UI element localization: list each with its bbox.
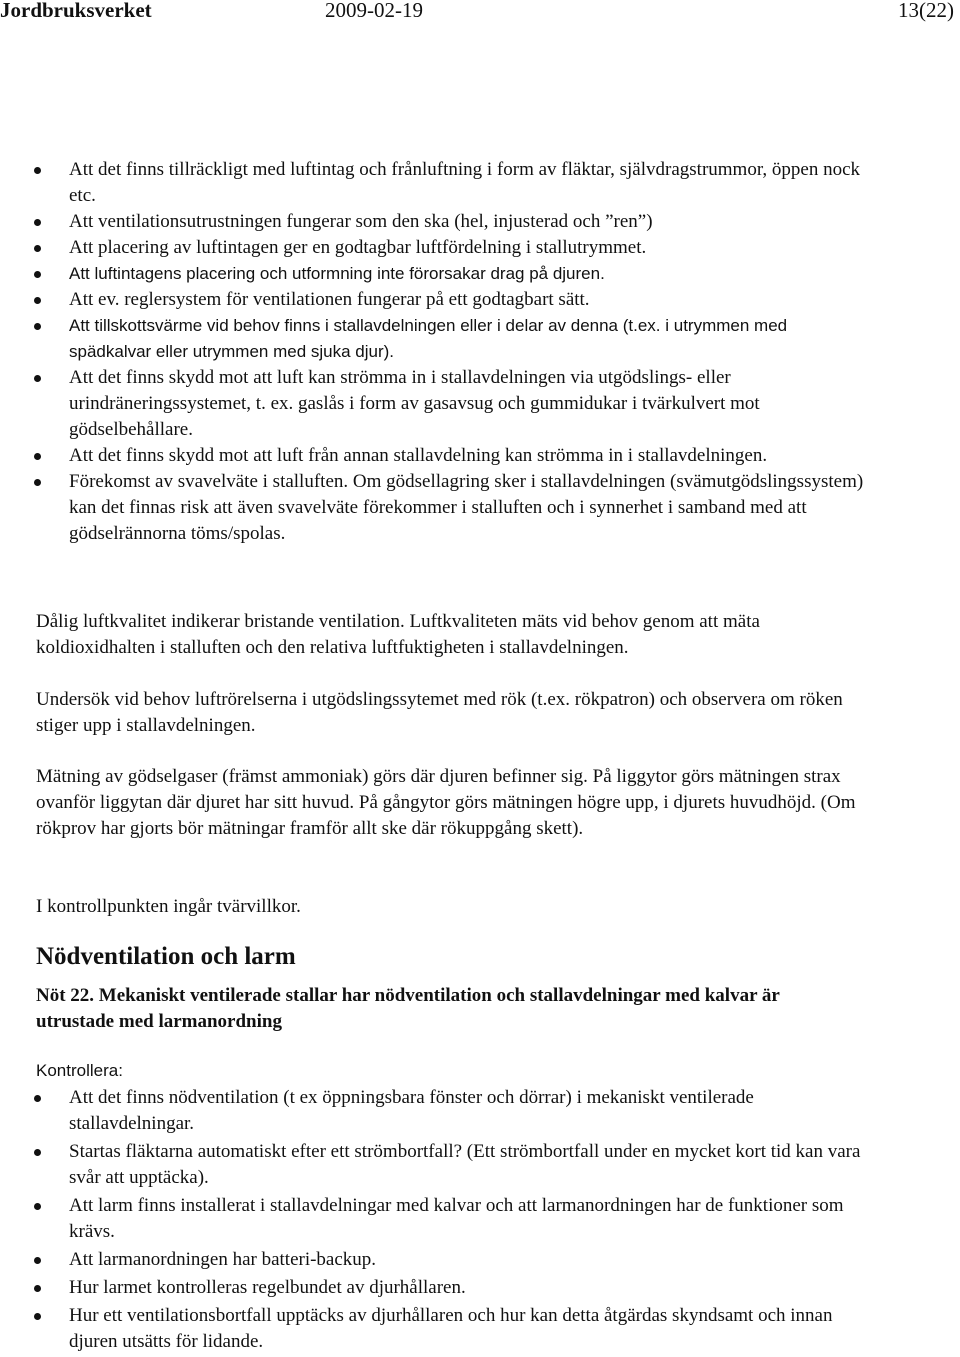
list-item: Att placering av luftintagen ger en godtagbar luftfördelning i stallutrymmet. <box>0 235 869 261</box>
list-item: Att det finns skydd mot att luft från annan stallavdelning kan strömma in i stallavdelningen. <box>0 443 869 469</box>
list-item: Att det finns tillräckligt med luftintag och frånluftning i form av fläktar, självdragstrummor, öppen nock etc. <box>0 157 869 209</box>
list-item: Att larmanordningen har batteri-backup. <box>0 1247 869 1273</box>
list-item: Att det finns nödventilation (t ex öppningsbara fönster och dörrar) i mekaniskt ventilerade stallavdelningar. <box>0 1085 869 1137</box>
list-item: Att det finns skydd mot att luft kan strömma in i stallavdelningen via utgödslings- eller urindräneringssystemet, t. ex. gaslås i form av gasavsug och gummidukar i tvärkulvert mot gödselbehållare. <box>0 365 869 443</box>
list-item: Att larm finns installerat i stallavdelningar med kalvar och att larmanordningen har de funktioner som krävs. <box>0 1193 869 1245</box>
organization-name: Jordbruksverket <box>0 0 152 22</box>
ventilation-checklist <box>0 157 869 547</box>
paragraph-cross-compliance: I kontrollpunkten ingår tvärvillkor. <box>36 896 301 917</box>
paragraph-manure-gases: Mätning av gödselgaser (främst ammoniak) görs där djuren befinner sig. På liggytor görs mätningen strax ovanför liggytan där djuret har sitt huvud. På gångytor görs mätningen högre upp, i djurets huvudhöjd. (Om rökprov har gjorts bör mätningar framför allt ske där rökuppgång skett). <box>36 766 856 839</box>
paragraph-air-quality: Dålig luftkvalitet indikerar bristande ventilation. Luftkvaliteten mäts vid behov genom att mäta koldioxidhalten i stalluften och den relativa luftfuktigheten i stallavdelningen. <box>36 611 760 658</box>
section-heading: Nödventilation och larm <box>36 943 296 970</box>
list-item: Hur larmet kontrolleras regelbundet av djurhållaren. <box>0 1275 869 1301</box>
list-item: Hur ett ventilationsbortfall upptäcks av djurhållaren och hur kan detta åtgärdas skyndsamt och innan djuren utsätts för lidande. <box>0 1303 869 1355</box>
page-number: 13(22) <box>898 0 954 22</box>
check-label: Kontrollera: <box>36 1061 123 1080</box>
list-item: Förekomst av svavelväte i stalluften. Om gödsellagring sker i stallavdelningen (svämutgödslingssystem) kan det finnas risk att även svavelväte förekommer i stalluften och i synnerhet i samband med att gödselrännorna töms/spolas. <box>0 469 869 547</box>
paragraph-smoke-test: Undersök vid behov luftrörelserna i utgödslingssytemet med rök (t.ex. rökpatron) och observera om röken stiger upp i stallavdelningen. <box>36 689 843 736</box>
document-date: 2009-02-19 <box>325 0 423 22</box>
list-item: Att ventilationsutrustningen fungerar som den ska (hel, injusterad och ”ren”) <box>0 209 869 235</box>
requirement-text: Nöt 22. Mekaniskt ventilerade stallar har nödventilation och stallavdelningar med kalvar är utrustade med larmanordning <box>36 985 780 1032</box>
list-item: Att ev. reglersystem för ventilationen fungerar på ett godtagbart sätt. <box>0 287 869 313</box>
list-item: Att tillskottsvärme vid behov finns i stallavdelningen eller i delar av denna (t.ex. i utrymmen med spädkalvar eller utrymmen med sjuka djur). <box>0 313 869 365</box>
emergency-ventilation-checklist <box>0 1085 869 1357</box>
list-item: Att luftintagens placering och utformning inte förorsakar drag på djuren. <box>0 261 869 287</box>
list-item: Startas fläktarna automatiskt efter ett strömbortfall? (Ett strömbortfall under en mycket kort tid kan vara svår att upptäcka). <box>0 1139 869 1191</box>
page-header <box>0 0 960 24</box>
